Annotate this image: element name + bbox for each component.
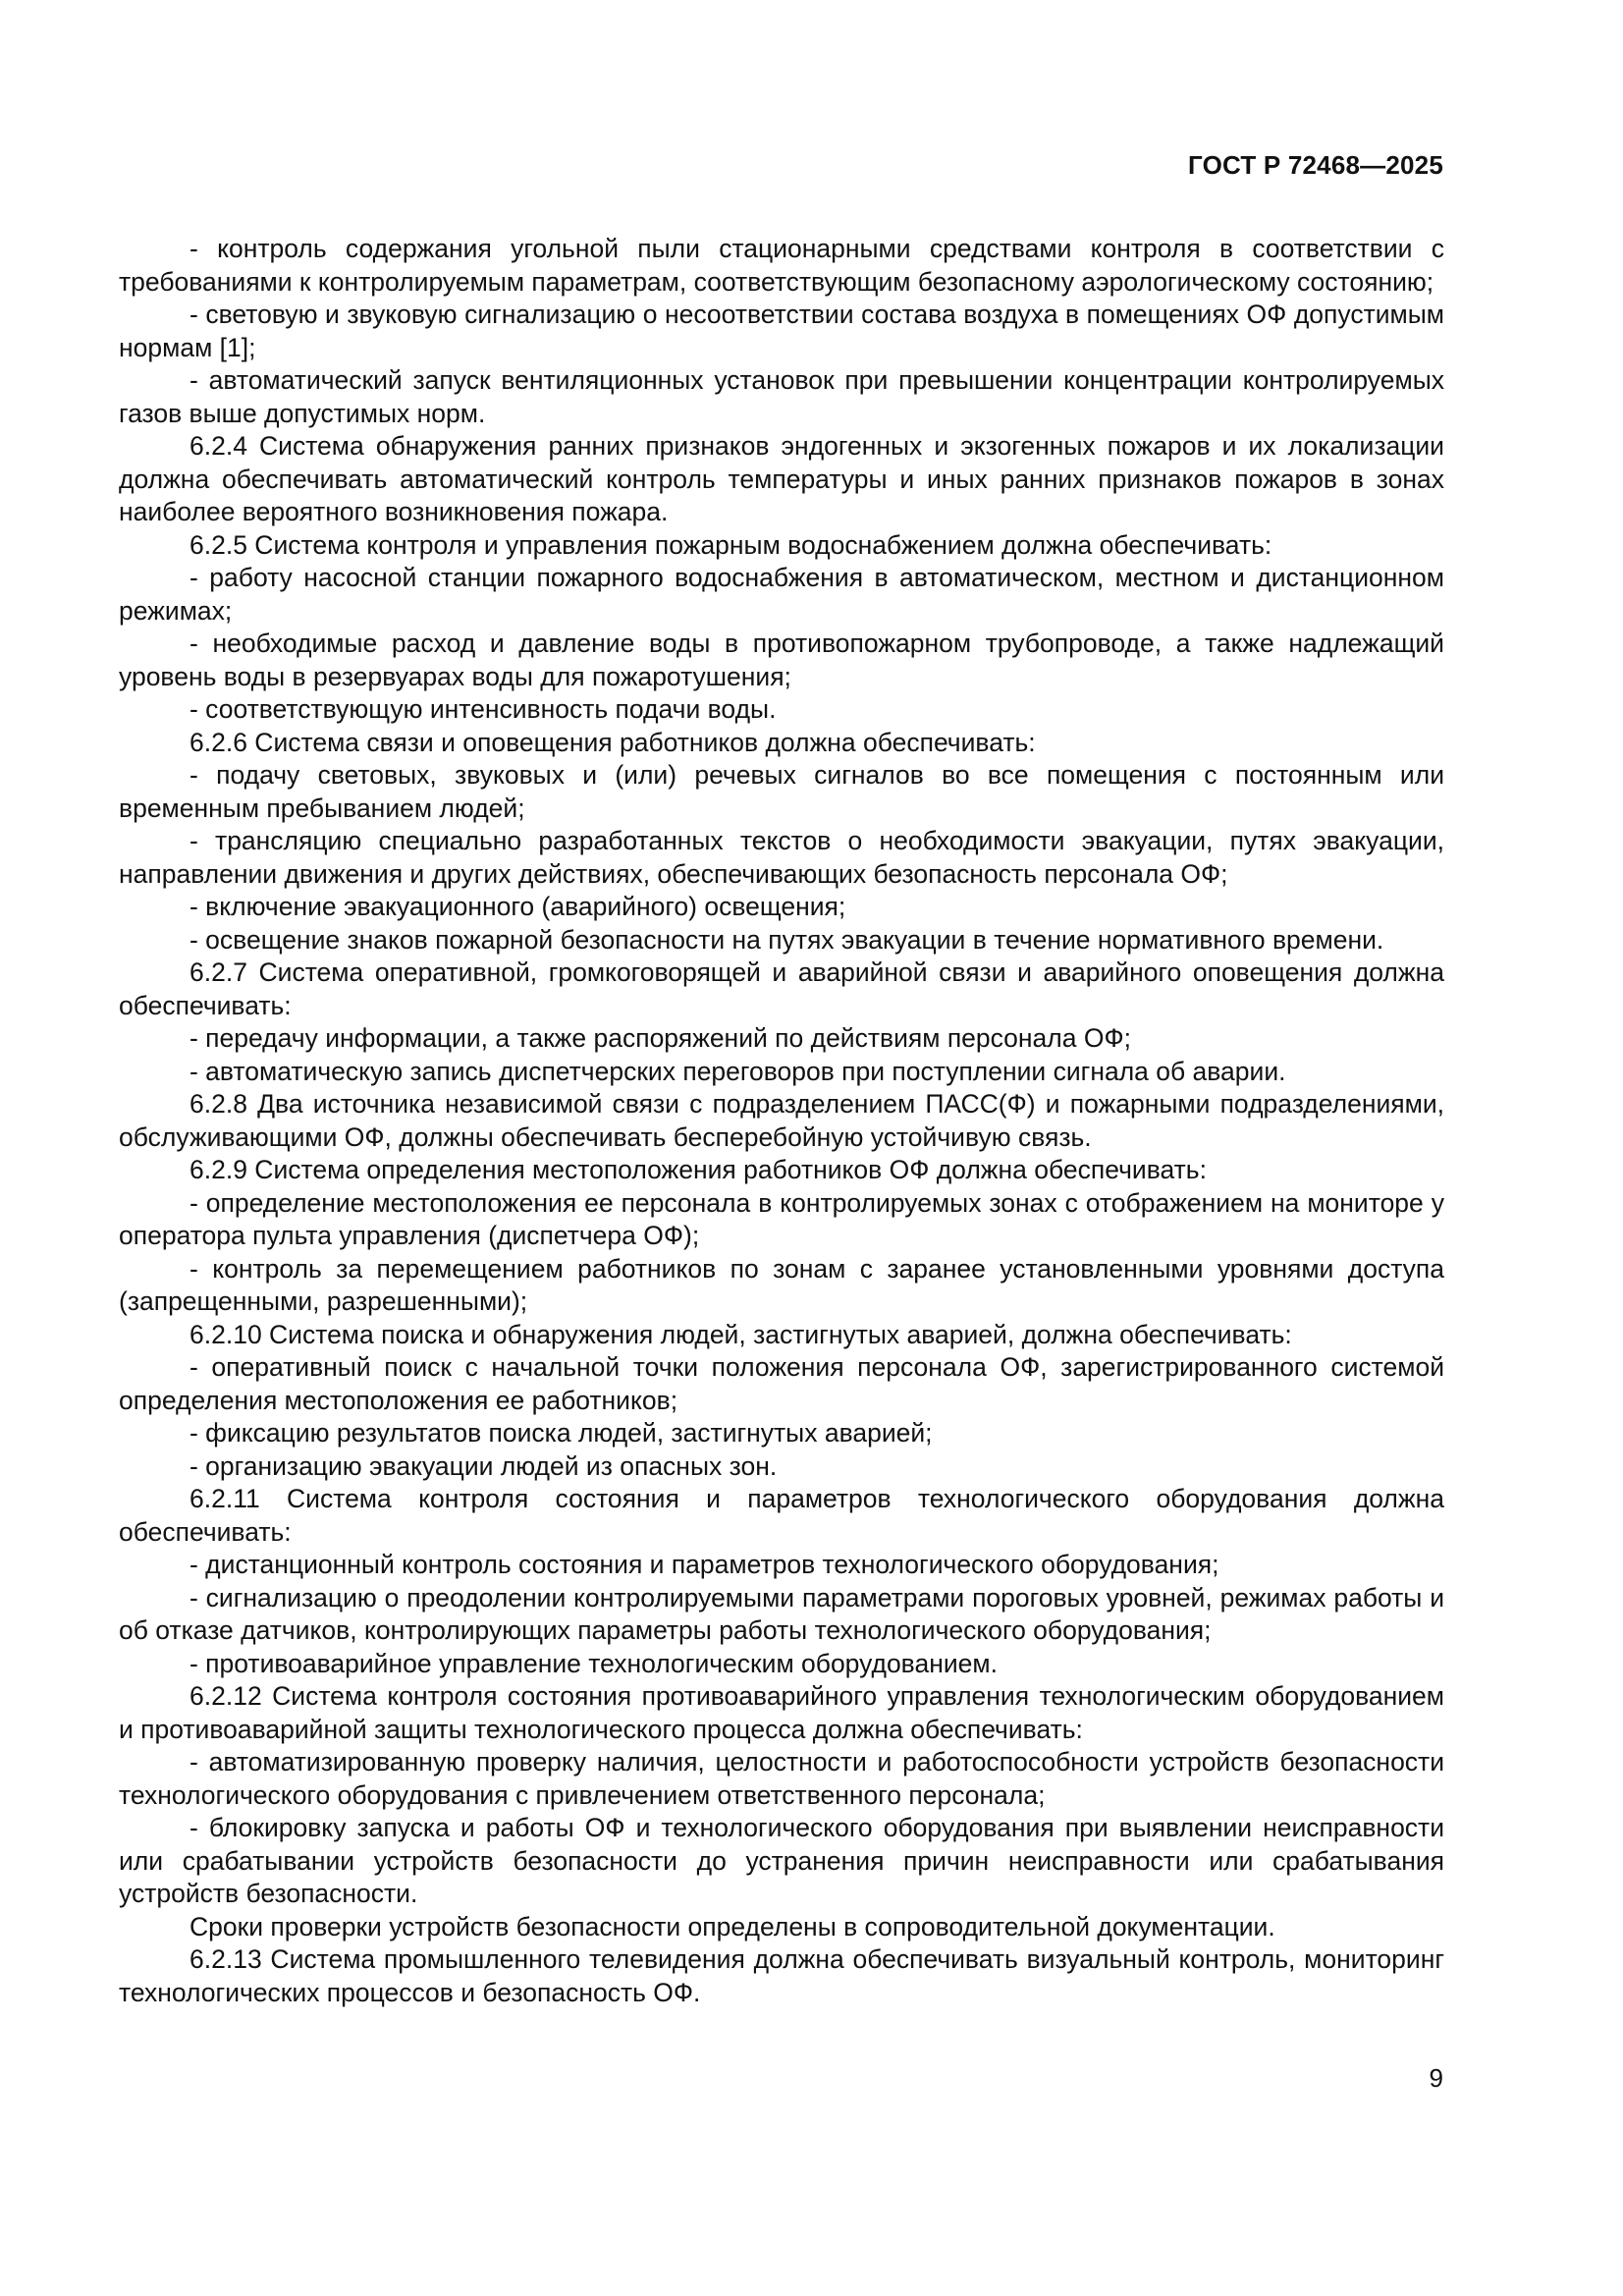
paragraph: - контроль за перемещением работников по зонам с заранее установленными уровнями доступа (запрещенными, разрешенными); <box>119 1253 1444 1316</box>
paragraph: - включение эвакуационного (аварийного) освещения; <box>189 892 846 921</box>
paragraph: - организацию эвакуации людей из опасных зон. <box>189 1450 778 1481</box>
paragraph: - сигнализацию о преодолении контролируемыми параметрами пороговых уровней, режимах работы и об отказе датчиков, контролирующих параметры работы технологического оборудования; <box>119 1582 1444 1645</box>
clause-6-2-10: 6.2.10 Система поиска и обнаружения людей, застигнутых аварией, должна обеспечивать: <box>189 1319 1292 1349</box>
paragraph: - автоматическую запись диспетчерских переговоров при поступлении сигнала об аварии. <box>189 1056 1286 1086</box>
paragraph: - фиксацию результатов поиска людей, застигнутых аварией; <box>189 1418 933 1448</box>
page-number: 9 <box>1429 2063 1443 2093</box>
paragraph: - автоматизированную проверку наличия, целостности и работоспособности устройств безопасности технологического оборудования с привлечением ответственного персонала; <box>119 1747 1444 1810</box>
clause-6-2-13: 6.2.13 Система промышленного телевидения должна обеспечивать визуальный контроль, мониторинг технологических процессов и безопасность ОФ. <box>119 1944 1444 2007</box>
paragraph: - противоаварийное управление технологическим оборудованием. <box>189 1648 998 1678</box>
paragraph: - световую и звуковую сигнализацию о несоответствии состава воздуха в помещениях ОФ допустимым нормам [1]; <box>119 300 1444 362</box>
paragraph: - дистанционный контроль состояния и параметров технологического оборудования; <box>189 1550 1219 1579</box>
clause-6-2-5: 6.2.5 Система контроля и управления пожарным водоснабжением должна обеспечивать: <box>189 529 1272 560</box>
clause-6-2-7: 6.2.7 Система оперативной, громкоговорящей и аварийной связи и аварийного оповещения должна обеспечивать: <box>119 957 1444 1020</box>
clause-6-2-11: 6.2.11 Система контроля состояния и параметров технологического оборудования должна обеспечивать: <box>119 1484 1444 1547</box>
document-standard-id: ГОСТ Р 72468—2025 <box>1188 150 1443 180</box>
document-body <box>119 233 1444 2009</box>
paragraph: - автоматический запуск вентиляционных установок при превышении концентрации контролируемых газов выше допустимых норм. <box>119 365 1444 428</box>
paragraph: - соответствующую интенсивность подачи воды. <box>189 694 777 724</box>
paragraph: - передачу информации, а также распоряжений по действиям персонала ОФ; <box>189 1023 1131 1053</box>
clause-6-2-8: 6.2.8 Два источника независимой связи с подразделением ПАСС(Ф) и пожарными подразделениями, обслуживающими ОФ, должны обеспечивать бесперебойную устойчивую связь. <box>119 1089 1444 1152</box>
paragraph: - контроль содержания угольной пыли стационарными средствами контроля в соответствии с требованиями к контролируемым параметрам, соответствующим безопасному аэрологическому состоянию; <box>119 234 1444 297</box>
paragraph: - блокировку запуска и работы ОФ и технологического оборудования при выявлении неисправности или срабатывании устройств безопасности до устранения причин неисправности или срабатывания устройств безопасности. <box>119 1813 1444 1908</box>
paragraph: - необходимые расход и давление воды в противопожарном трубопроводе, а также надлежащий уровень воды в резервуарах воды для пожаротушения; <box>119 629 1444 691</box>
paragraph: - подачу световых, звуковых и (или) речевых сигналов во все помещения с постоянным или временным пребыванием людей; <box>119 760 1444 823</box>
paragraph: - трансляцию специально разработанных текстов о необходимости эвакуации, путях эвакуации, направлении движения и других действиях, обеспечивающих безопасность персонала ОФ; <box>119 826 1444 889</box>
paragraph: - освещение знаков пожарной безопасности на путях эвакуации в течение нормативного времени. <box>189 924 1384 955</box>
paragraph: Сроки проверки устройств безопасности определены в сопроводительной документации. <box>189 1911 1275 1941</box>
paragraph: - работу насосной станции пожарного водоснабжения в автоматическом, местном и дистанционном режимах; <box>119 563 1444 626</box>
clause-6-2-6: 6.2.6 Система связи и оповещения работников должна обеспечивать: <box>189 727 1036 757</box>
paragraph: - определение местоположения ее персонала в контролируемых зонах с отображением на мониторе у оператора пульта управления (диспетчера ОФ); <box>119 1187 1444 1250</box>
paragraph: - оперативный поиск с начальной точки положения персонала ОФ, зарегистрированного системой определения местоположения ее работников; <box>119 1352 1444 1415</box>
clause-6-2-4: 6.2.4 Система обнаружения ранних признаков эндогенных и экзогенных пожаров и их локализации должна обеспечивать автоматический контроль температуры и иных ранних признаков пожаров в зонах наиболее вероятного возникновения пожара. <box>119 431 1444 526</box>
clause-6-2-12: 6.2.12 Система контроля состояния противоаварийного управления технологическим оборудованием и противоаварийной защиты технологического процесса должна обеспечивать: <box>119 1681 1444 1744</box>
clause-6-2-9: 6.2.9 Система определения местоположения работников ОФ должна обеспечивать: <box>189 1155 1207 1184</box>
